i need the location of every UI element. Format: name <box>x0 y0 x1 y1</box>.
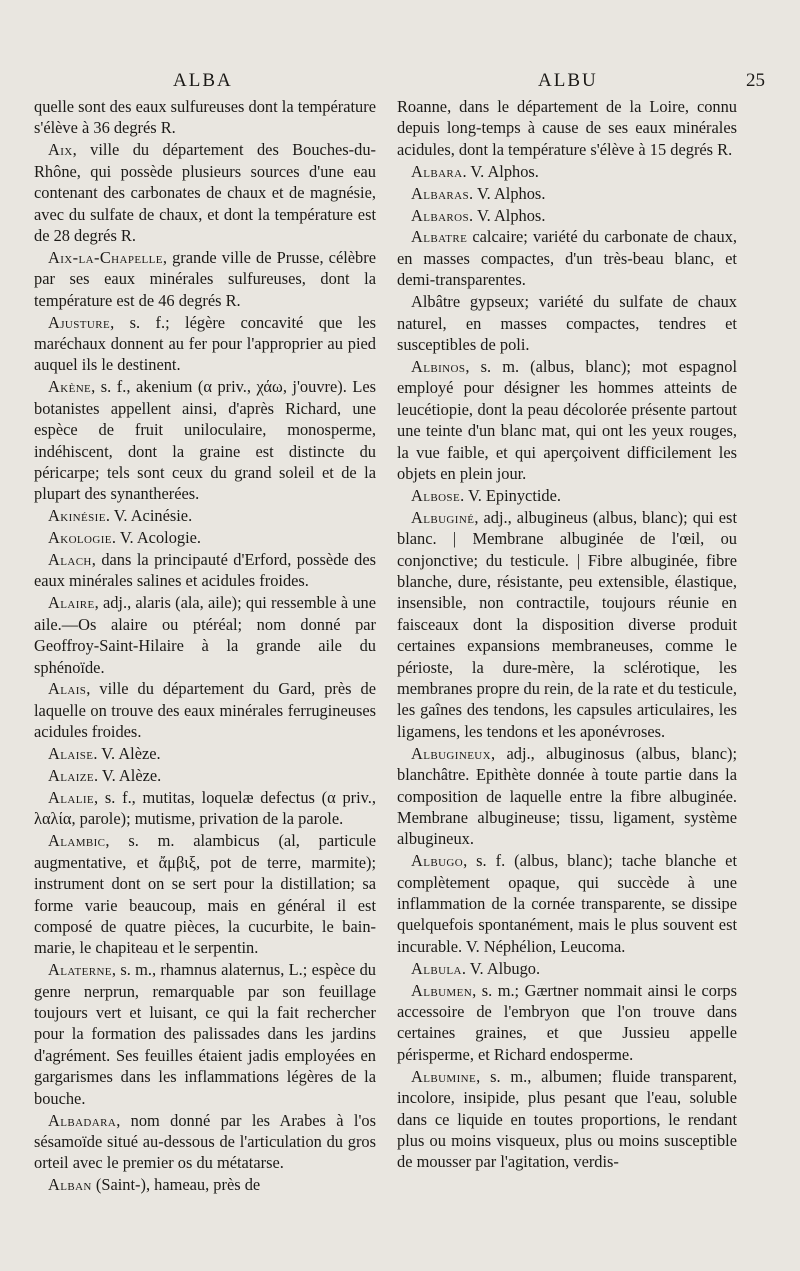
entry-headword: Ajusture <box>48 312 111 332</box>
entry-text: . V. Alèze. <box>93 744 161 764</box>
header-right-word: ALBU <box>538 70 598 91</box>
entry-text: . V. Epinyctide. <box>460 485 561 505</box>
entry-headword: Akinésie <box>48 506 106 526</box>
entry-text: , s. m., albumen; fluide transparent, incolore, insipide, plus pesant que l'eau, soluble dans ce liquide en toutes proportions, le rendant plus ou moins visqueux, plus ou moins susceptible de mousser par l'agitation, verdis- <box>397 1066 737 1172</box>
dictionary-entry <box>397 356 737 484</box>
entry-text: . V. Acologie. <box>111 528 202 548</box>
page-number: 25 <box>746 70 765 91</box>
left-column <box>34 96 376 1196</box>
dictionary-entry <box>397 743 737 850</box>
entry-headword: Alaterne <box>48 960 112 980</box>
entry-headword: Albugineux <box>411 743 491 763</box>
dictionary-entry <box>34 247 376 311</box>
dictionary-entry <box>397 183 737 204</box>
entry-text: quelle sont des eaux sulfureuses dont la température s'élève à 36 degrés R. <box>34 97 376 138</box>
entry-text: . V. Acinésie. <box>105 506 193 526</box>
entry-text: , s. f., akenium (α priv., χάω, j'ouvre). Les botanistes appellent ainsi, d'après Richard, une espèce de fruit uniloculaire, monosperme, indéhiscent, dont la graine est distincte du péricarpe; tels sont ceux du grand soleil et de la plupart des synantherées. <box>34 377 376 504</box>
dictionary-entry <box>397 96 737 160</box>
entry-text: , adj., albugineus (albus, blanc); qui est blanc. | Membrane albuginée de l'œil, ou conjonctive; du testicule. | Fibre albuginée, fibre blanche, dure, résistante, peu extensible, élastique, insensible, non contractile, toujours réunie en faisceaux dont la disposition diverse produit certaines expansions membraneuses, comme le périoste, la dure-mère, la sclérotique, les membranes propre du rein, de la rate et du testicule, les gaînes des tendons, les capsules articulaires, les ligamens, les tendons et les aponévroses. <box>397 507 737 741</box>
entry-headword: Akène <box>48 377 92 397</box>
dictionary-entry <box>397 850 737 957</box>
dictionary-entry <box>397 485 737 506</box>
right-column <box>397 96 737 1173</box>
dictionary-entry <box>397 958 737 979</box>
dictionary-entry <box>397 1066 737 1173</box>
entry-headword: Albuginé <box>411 507 475 527</box>
entry-headword: Alaire <box>48 593 95 613</box>
entry-text: , dans la principauté d'Erford, possède des eaux minérales salines et acidules froides. <box>34 550 376 591</box>
entry-headword: Albadara <box>48 1110 117 1130</box>
entry-headword: Aix-la-Chapelle <box>48 247 163 267</box>
entry-headword: Albumen <box>411 980 473 1000</box>
entry-headword: Alambic <box>48 831 106 851</box>
dictionary-entry <box>397 291 737 355</box>
entry-headword: Albaras <box>411 183 470 203</box>
entry-headword: Albula <box>411 958 462 978</box>
dictionary-entry <box>34 959 376 1109</box>
entry-headword: Albara <box>411 161 463 181</box>
dictionary-entry <box>397 161 737 182</box>
dictionary-entry <box>34 830 376 958</box>
entry-text: , s. f.; légère concavité que les maréchaux donnent au fer pour l'approprier au pied auquel ils le destinent. <box>34 312 376 375</box>
entry-headword: Albinos <box>411 356 466 376</box>
dictionary-entry <box>34 527 376 548</box>
entry-text: , s. m. alambicus (al, particule augmentative, et ἄμβιξ, pot de terre, marmite); instrument dont on se sert pour la distillation; sa forme varie beaucoup, mais en général il est composé de quatre pièces, la cucurbite, le bain-marie, le chapiteau et le serpentin. <box>34 831 376 958</box>
entry-headword: Albaros <box>411 205 470 225</box>
entry-text: , s. f. (albus, blanc); tache blanche et complètement opaque, qui succède à une inflammation de la cornée transparente, se dissipe quelquefois spontanément, mais le plus souvent est incurable. V. Néphélion, Leucoma. <box>397 851 737 956</box>
entry-text: , grande ville de Prusse, célèbre par ses eaux minérales sulfureuses, dont la température est de 46 degrés R. <box>34 247 376 310</box>
header-left-word: ALBA <box>173 70 233 91</box>
entry-text: Albâtre gypseux; variété du sulfate de chaux naturel, en masses compactes, tendres et susceptibles de poli. <box>397 292 737 354</box>
entry-text: , ville du département des Bouches-du-Rhône, qui possède plusieurs sources d'une eau contenant des carbonates de chaux et de magnésie, avec du sulfate de chaux, et dont la température est de 28 degrés R. <box>34 140 376 245</box>
dictionary-entry <box>34 1110 376 1174</box>
dictionary-entry <box>34 678 376 742</box>
entry-text: , s. m.; Gærtner nommait ainsi le corps accessoire de l'embryon que l'on trouve dans certaines graines, et que Jussieu appelle périsperme, et Richard endosperme. <box>397 980 737 1064</box>
dictionary-entry <box>34 765 376 786</box>
entry-text: Roanne, dans le département de la Loire, connu depuis long-temps à cause de ses eaux minérales acidules, dont la température s'élève à 15 degrés R. <box>397 97 737 159</box>
dictionary-entry <box>34 743 376 764</box>
entry-headword: Albugo <box>411 851 464 871</box>
entry-text: . V. Alphos. <box>469 183 546 203</box>
entry-text: . V. Alphos. <box>469 205 546 225</box>
dictionary-entry <box>397 205 737 226</box>
dictionary-entry <box>34 376 376 504</box>
entry-headword: Alalie <box>48 788 95 807</box>
dictionary-entry <box>34 139 376 246</box>
dictionary-entry <box>34 592 376 678</box>
dictionary-entry <box>397 980 737 1066</box>
dictionary-entry <box>397 507 737 742</box>
dictionary-entry <box>34 312 376 376</box>
dictionary-entry <box>34 787 376 830</box>
entry-headword: Albumine <box>411 1066 477 1086</box>
entry-text: , s. m. (albus, blanc); mot espagnol employé pour désigner les hommes atteints de leucétiopie, dont la peau décolorée présente partout une teinte d'un blanc mat, qui ont les yeux rouges, la vue faible, et qui aperçoivent difficilement les objets en plein jour. <box>397 356 737 483</box>
entry-text: . V. Alphos. <box>462 161 539 181</box>
entry-headword: Aix <box>48 140 73 160</box>
entry-text: , adj., alaris (ala, aile); qui ressemble à une aile.—Os alaire ou ptéréal; nom donné par Geoffroy-Saint-Hilaire à la grande aile du sphénoïde. <box>34 593 376 677</box>
entry-headword: Albose <box>411 485 461 505</box>
entry-text: (Saint-), hameau, près de <box>91 1175 261 1195</box>
dictionary-entry <box>34 505 376 526</box>
dictionary-entry <box>34 1174 376 1195</box>
entry-headword: Alaize <box>48 766 95 786</box>
entry-text: , s. m., rhamnus alaternus, L.; espèce du genre nerprun, remarquable par son feuillage toujours vert et luisant, ce qui la fait rechercher pour la formation des palissades dans les jardins d'agrément. Ses feuilles étaient jadis employées en gargarismes dans les inflammations légères de la bouche. <box>34 960 376 1108</box>
entry-text: . V. Alèze. <box>94 766 162 786</box>
entry-text: calcaire; variété du carbonate de chaux, en masses compactes, d'un très-beau blanc, et demi-transparentes. <box>397 227 737 290</box>
entry-text: , s. f., mutitas, loquelæ defectus (α priv., λαλία, parole); mutisme, privation de la parole. <box>34 788 376 829</box>
entry-text: , adj., albuginosus (albus, blanc); blanchâtre. Epithète donnée à toute partie dans la composition de laquelle entre la fibre albuginée. Membrane albugineuse; tissu, ligament, système albugineux. <box>397 743 737 849</box>
entry-text: , ville du département du Gard, près de laquelle on trouve des eaux minérales ferrugineuses acidules froides. <box>34 679 376 742</box>
entry-headword: Alach <box>48 550 92 570</box>
dictionary-entry <box>34 549 376 592</box>
dictionary-entry <box>397 226 737 290</box>
entry-headword: Alais <box>48 679 87 699</box>
entry-text: . V. Albugo. <box>461 958 541 978</box>
entry-headword: Akologie <box>48 528 112 548</box>
entry-headword: Albatre <box>411 227 468 247</box>
entry-headword: Alaise <box>48 744 94 764</box>
entry-headword: Alban <box>48 1175 92 1195</box>
entry-text: , nom donné par les Arabes à l'os sésamoïde situé au-dessous de l'articulation du gros orteil avec le premier os du métatarse. <box>34 1110 376 1173</box>
dictionary-entry <box>34 96 376 139</box>
